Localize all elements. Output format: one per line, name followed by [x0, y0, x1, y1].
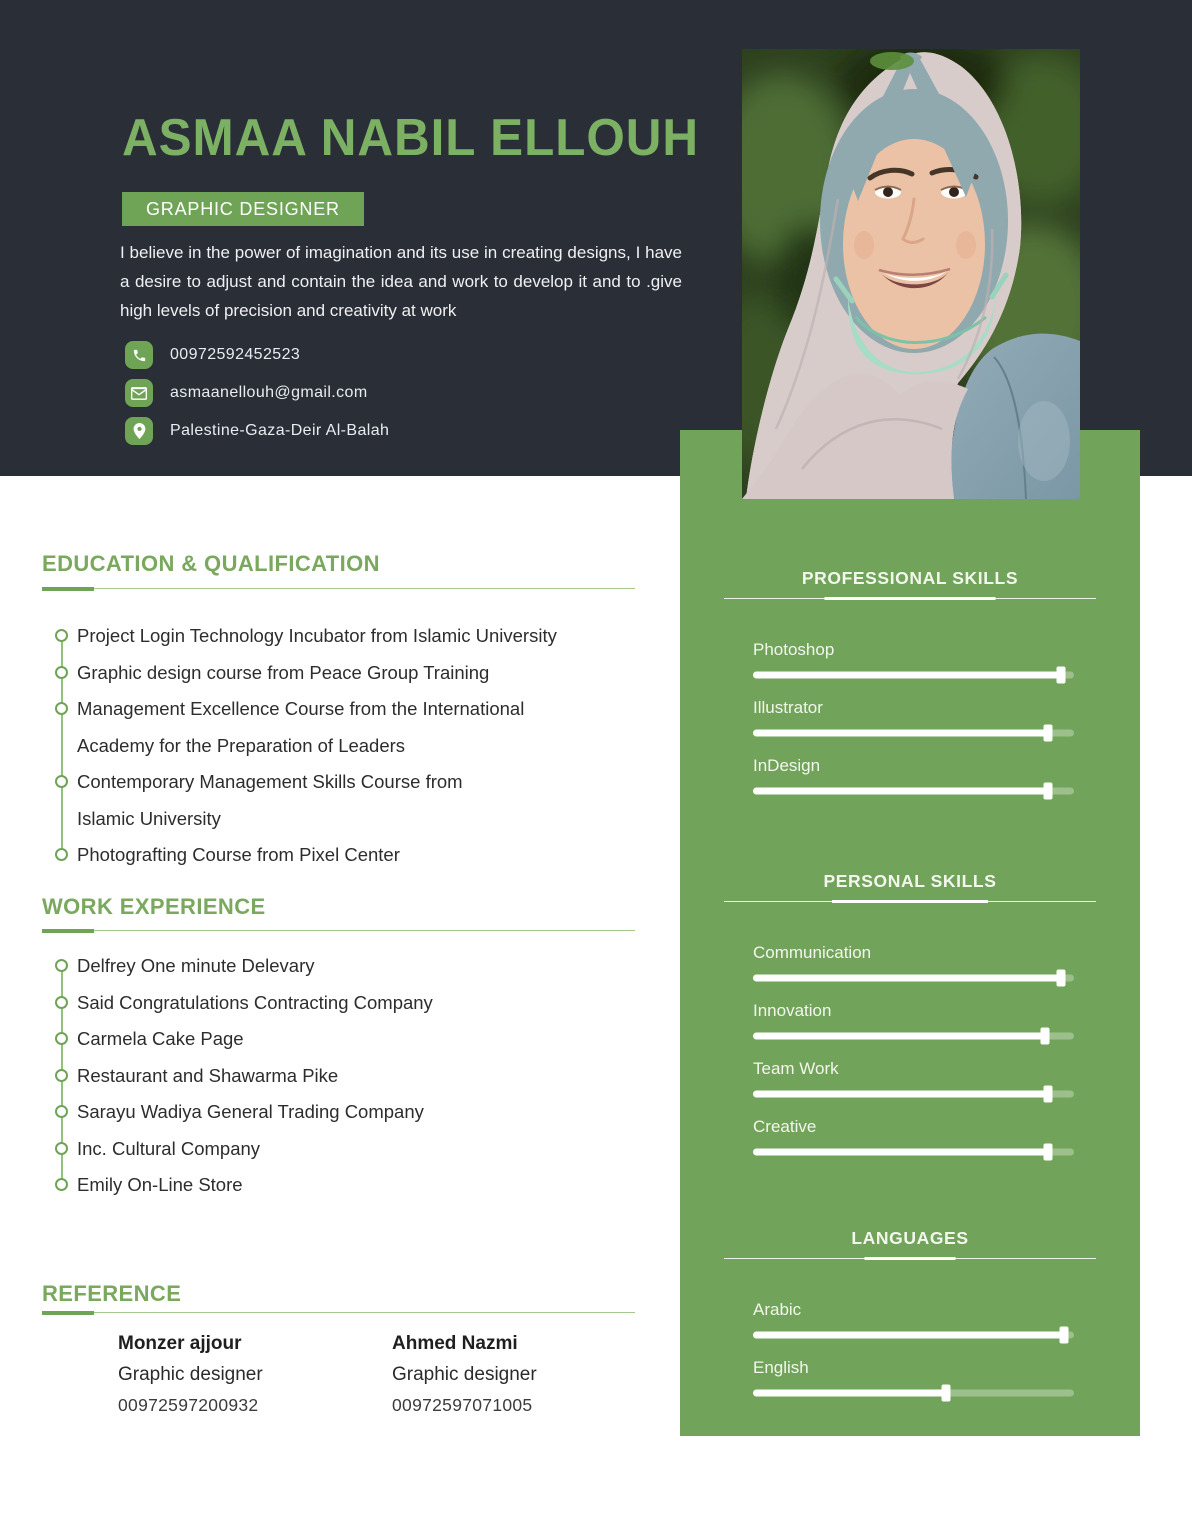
list-item: Inc. Cultural Company [77, 1131, 640, 1168]
job-title-badge: GRAPHIC DESIGNER [122, 192, 364, 226]
skill-slider-fill [753, 1148, 1048, 1155]
list-item: Project Login Technology Incubator from Islamic University [77, 618, 640, 655]
skill-innovation: Innovation [753, 998, 1074, 1044]
timeline-bullet [55, 996, 68, 1009]
phone-number: 00972592452523 [170, 346, 301, 363]
reference-card [118, 1332, 388, 1416]
work-experience-heading: WORK EXPERIENCE [42, 894, 266, 919]
contact-location [125, 417, 389, 445]
skill-slider-handle [1060, 1326, 1069, 1343]
skill-indesign: InDesign [753, 753, 1074, 799]
reference-heading: REFERENCE [42, 1281, 182, 1306]
list-item: Photografting Course from Pixel Center [77, 837, 640, 874]
reference-phone: 00972597200932 [118, 1395, 259, 1415]
education-list [55, 618, 640, 874]
skill-communication: Communication [753, 940, 1074, 986]
panel-heading-underline [724, 900, 1096, 904]
language-arabic: Arabic [753, 1297, 1074, 1343]
location-text: Palestine-Gaza-Deir Al-Balah [170, 422, 390, 439]
timeline-bullet [55, 775, 68, 788]
skill-slider [753, 666, 1074, 683]
panel-heading-underline [724, 597, 1096, 601]
skill-slider [753, 1384, 1074, 1401]
list-item: Restaurant and Shawarma Pike [77, 1058, 640, 1095]
skill-slider [753, 1326, 1074, 1343]
timeline-bullet [55, 1069, 68, 1082]
list-item: Sarayu Wadiya General Trading Company [77, 1094, 640, 1131]
skill-slider-handle [1044, 724, 1053, 741]
timeline-bullet [55, 702, 68, 715]
skill-slider [753, 1143, 1074, 1160]
contact-list [125, 341, 389, 455]
skill-team-work: Team Work [753, 1056, 1074, 1102]
reference-card [392, 1332, 662, 1416]
reference-phone: 00972597071005 [392, 1395, 533, 1415]
skill-illustrator: Illustrator [753, 695, 1074, 741]
timeline-bullet [55, 1142, 68, 1155]
work-experience-underline [42, 929, 635, 933]
skill-slider-fill [753, 1331, 1064, 1338]
skill-creative: Creative [753, 1114, 1074, 1160]
timeline-bullet [55, 666, 68, 679]
skill-slider-fill [753, 729, 1048, 736]
profile-photo [742, 49, 1080, 499]
skill-slider [753, 1085, 1074, 1102]
skills-panel [680, 430, 1140, 1436]
professional-skills-section [680, 565, 1140, 811]
skill-slider-fill [753, 671, 1061, 678]
skill-slider-handle [941, 1384, 950, 1401]
timeline-bullet [55, 1178, 68, 1191]
skill-slider-fill [753, 787, 1048, 794]
summary-text: I believe in the power of imagination and its use in creating designs, I have a desire to adjust and contain the idea and work to develop it and to .give high levels of precision and creativity at work [120, 243, 682, 320]
skill-photoshop: Photoshop [753, 637, 1074, 683]
skill-slider-handle [1057, 666, 1066, 683]
contact-email [125, 379, 389, 407]
email-address: asmaanellouh@gmail.com [170, 384, 368, 401]
languages-heading: LANGUAGES [851, 1228, 969, 1248]
language-english: English [753, 1355, 1074, 1401]
skill-slider-fill [753, 1032, 1045, 1039]
contact-phone [125, 341, 389, 369]
skill-slider-handle [1057, 969, 1066, 986]
work-experience-list [55, 948, 640, 1204]
list-item: Emily On-Line Store [77, 1167, 640, 1204]
reference-name: Ahmed Nazmi [392, 1333, 518, 1354]
languages-section [680, 1225, 1140, 1413]
reference-name: Monzer ajjour [118, 1333, 242, 1354]
professional-skills-heading: PROFESSIONAL SKILLS [801, 568, 1019, 588]
profile-photo-illustration [742, 49, 1080, 499]
panel-heading-underline [724, 1257, 1096, 1261]
timeline-bullet [55, 1105, 68, 1118]
reference-role: Graphic designer [118, 1364, 263, 1385]
skill-slider-fill [753, 1090, 1048, 1097]
skill-slider-handle [1041, 1027, 1050, 1044]
skill-slider-handle [1044, 1085, 1053, 1102]
skill-slider-fill [753, 1389, 946, 1396]
personal-skills-heading: PERSONAL SKILLS [823, 871, 997, 891]
reference-underline [42, 1311, 635, 1315]
reference-role: Graphic designer [392, 1364, 537, 1385]
skill-slider-handle [1044, 1143, 1053, 1160]
timeline-bullet [55, 1032, 68, 1045]
skill-slider [753, 782, 1074, 799]
phone-icon [125, 341, 153, 369]
timeline-bullet [55, 959, 68, 972]
email-icon [125, 379, 153, 407]
location-pin-icon [125, 417, 153, 445]
person-name: ASMAA NABIL ELLOUH [122, 109, 699, 167]
list-item: Graphic design course from Peace Group Training [77, 655, 640, 692]
skill-slider-fill [753, 974, 1061, 981]
list-item: Contemporary Management Skills Course from Islamic University [77, 764, 640, 837]
education-heading: EDUCATION & QUALIFICATION [42, 551, 380, 576]
education-underline [42, 587, 635, 591]
list-item: Delfrey One minute Delevary [77, 948, 640, 985]
list-item: Said Congratulations Contracting Company [77, 985, 640, 1022]
skill-slider [753, 1027, 1074, 1044]
timeline-bullet [55, 629, 68, 642]
list-item: Carmela Cake Page [77, 1021, 640, 1058]
list-item: Management Excellence Course from the International Academy for the Preparation of Leaders [77, 691, 640, 764]
personal-skills-section [680, 868, 1140, 1172]
timeline-bullet [55, 848, 68, 861]
skill-slider [753, 969, 1074, 986]
skill-slider-handle [1044, 782, 1053, 799]
skill-slider [753, 724, 1074, 741]
